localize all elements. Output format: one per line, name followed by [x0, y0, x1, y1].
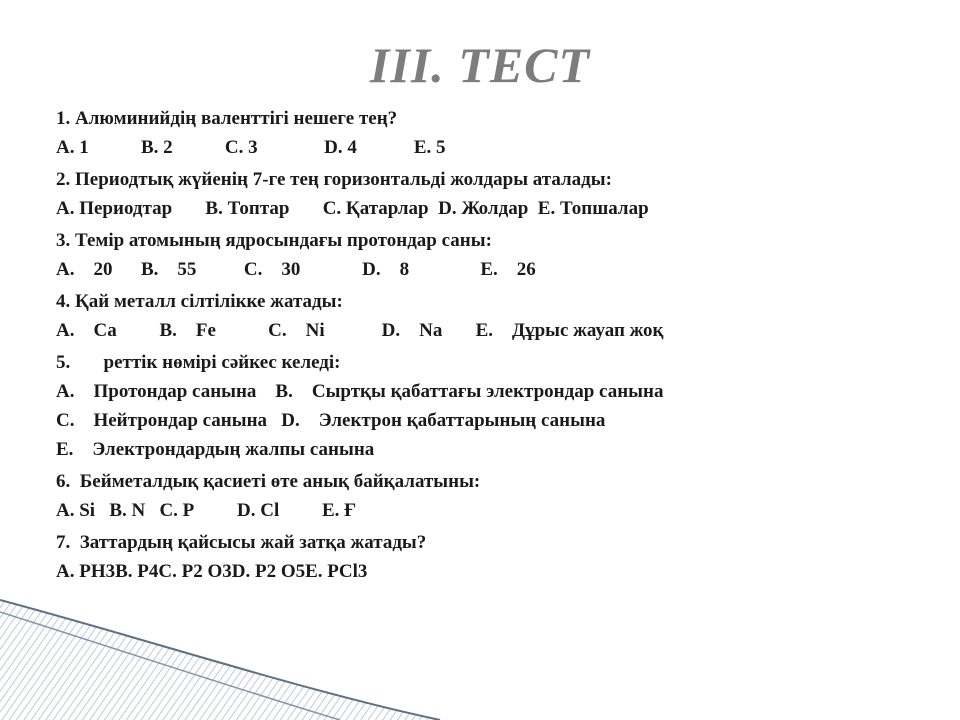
- answer-options: А. Са В. Fe С. Ni D. Na Е. Дұрыс жауап жоқ: [56, 320, 664, 341]
- answer-options: А. Периодтар В. Топтар С. Қатарлар D. Жолдар Е. Топшалар: [56, 198, 649, 219]
- answer-options: С. Нейтрондар санына D. Электрон қабаттарының санына: [56, 410, 606, 431]
- answer-options: А. 1 В. 2 С. 3 D. 4 Е. 5: [56, 137, 446, 158]
- question-text: 7. Заттардың қайсысы жай затқа жатады?: [56, 532, 427, 553]
- answer-options: А. Si В. N С. Р D. Cl Е. Ғ: [56, 500, 357, 521]
- question-3: [56, 226, 916, 284]
- question-1: [56, 104, 916, 162]
- question-text: 2. Периодтық жүйенің 7-ге тең горизонтальді жолдары аталады:: [56, 169, 612, 190]
- question-5: [56, 348, 916, 464]
- question-4: [56, 287, 916, 345]
- answer-options: А. РН3В. Р4С. Р2 О3D. Р2 О5Е. РCl3: [56, 561, 368, 582]
- question-text: 6. Бейметалдық қасиеті өте анық байқалатыны:: [56, 471, 481, 492]
- question-7: [56, 528, 916, 586]
- question-text: 1. Алюминийдің валенттігі нешеге тең?: [56, 108, 398, 129]
- answer-options: А. 20 В. 55 С. 30 D. 8 Е. 26: [56, 259, 536, 280]
- question-list: [56, 104, 916, 589]
- question-6: [56, 467, 916, 525]
- answer-options: Е. Электрондардың жалпы санына: [56, 439, 375, 460]
- question-text: 3. Темір атомының ядросындағы протондар саны:: [56, 230, 492, 251]
- question-text: 4. Қай металл сілтілікке жатады:: [56, 291, 343, 312]
- answer-options: А. Протондар санына В. Сыртқы қабаттағы электрондар санына: [56, 381, 664, 402]
- question-text: 5. реттік нөмірі сәйкес келеді:: [56, 352, 341, 373]
- page-title: III. ТЕСТ: [369, 37, 591, 93]
- question-2: [56, 165, 916, 223]
